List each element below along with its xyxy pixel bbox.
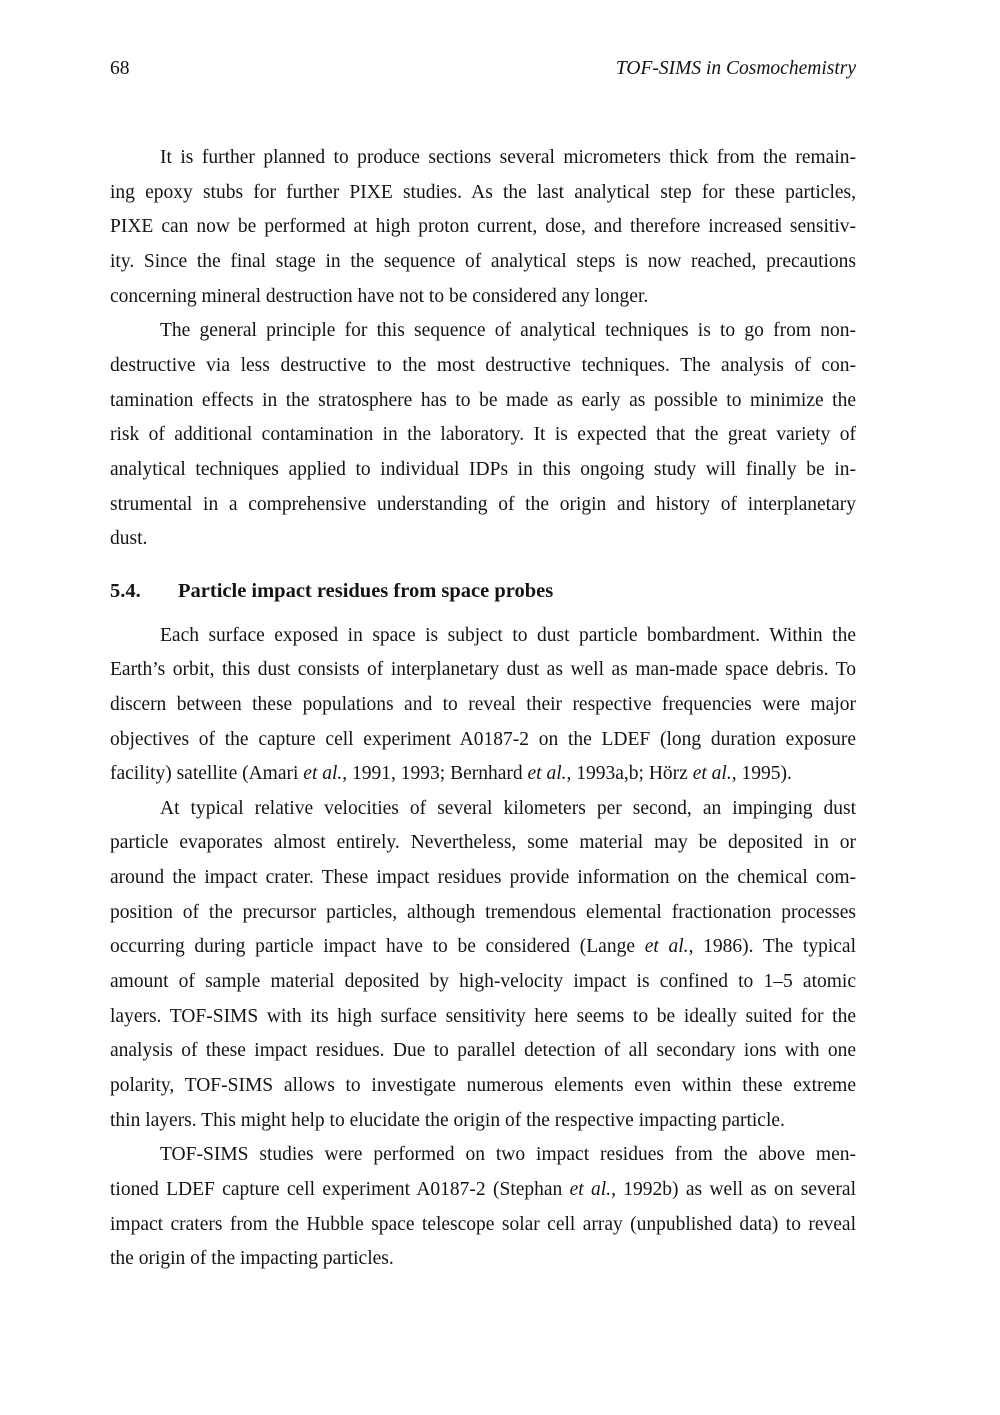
paragraph <box>110 619 856 792</box>
page-body <box>110 141 856 1277</box>
text-line: facility) satellite (Amari et al., 1991, 1993; Bernhard et al., 1993a,b; Hörz et al., 1995). <box>110 763 792 785</box>
text-line: position of the precursor particles, although tremendous elemental fractionation processes <box>110 901 856 923</box>
paragraph <box>110 314 856 557</box>
text-line: concerning mineral destruction have not to be considered any longer. <box>110 285 649 307</box>
section-number: 5.4. <box>110 579 141 602</box>
text-line: objectives of the capture cell experiment A0187-2 on the LDEF (long duration exposure <box>110 728 856 750</box>
section-heading <box>110 574 856 609</box>
text-line: polarity, TOF-SIMS allows to investigate numerous elements even within these extreme <box>110 1075 856 1097</box>
text-line: PIXE can now be performed at high proton current, dose, and therefore increased sensitiv- <box>110 216 856 238</box>
running-header <box>110 57 856 81</box>
page-number: 68 <box>110 58 130 79</box>
text-line: occurring during particle impact have to be considered (Lange et al., 1986). The typical <box>110 936 856 958</box>
text-line: amount of sample material deposited by high-velocity impact is confined to 1–5 atomic <box>110 971 856 993</box>
text-line: TOF-SIMS studies were performed on two impact residues from the above men- <box>160 1144 856 1166</box>
text-line: particle evaporates almost entirely. Nevertheless, some material may be deposited in or <box>110 832 856 854</box>
paragraph <box>110 792 856 1139</box>
text-line: analytical techniques applied to individual IDPs in this ongoing study will finally be in- <box>110 458 856 480</box>
text-line: Earth’s orbit, this dust consists of interplanetary dust as well as man-made space debris. To <box>110 659 856 681</box>
section-title: Particle impact residues from space probes <box>178 579 554 602</box>
text-line: dust. <box>110 528 148 550</box>
text-line: ity. Since the final stage in the sequence of analytical steps is now reached, precautions <box>110 250 856 272</box>
text-line: discern between these populations and to reveal their respective frequencies were major <box>110 693 856 715</box>
text-line: the origin of the impacting particles. <box>110 1248 394 1270</box>
text-line: destructive via less destructive to the most destructive techniques. The analysis of con- <box>110 354 856 376</box>
text-line: At typical relative velocities of several kilometers per second, an impinging dust <box>160 797 856 819</box>
paragraph <box>110 1138 856 1277</box>
paragraph <box>110 141 856 314</box>
text-line: Each surface exposed in space is subject to dust particle bombardment. Within the <box>160 624 856 646</box>
text-line: It is further planned to produce sections several micrometers thick from the remain- <box>160 147 856 168</box>
text-line: strumental in a comprehensive understanding of the origin and history of interplanetary <box>110 493 856 515</box>
running-title: TOF-SIMS in Cosmochemistry <box>615 58 856 79</box>
text-line: thin layers. This might help to elucidate the origin of the respective impacting particle. <box>110 1109 785 1131</box>
text-line: impact craters from the Hubble space telescope solar cell array (unpublished data) to reveal <box>110 1213 856 1235</box>
text-line: analysis of these impact residues. Due to parallel detection of all secondary ions with one <box>110 1040 856 1062</box>
text-line: tioned LDEF capture cell experiment A0187-2 (Stephan et al., 1992b) as well as on several <box>110 1179 856 1201</box>
text-line: around the impact crater. These impact residues provide information on the chemical com- <box>110 867 856 889</box>
text-line: layers. TOF-SIMS with its high surface sensitivity here seems to be ideally suited for the <box>110 1005 856 1027</box>
text-line: The general principle for this sequence of analytical techniques is to go from non- <box>160 320 856 342</box>
text-line: risk of additional contamination in the laboratory. It is expected that the great variety of <box>110 424 856 446</box>
text-line: ing epoxy stubs for further PIXE studies. As the last analytical step for these particles, <box>110 181 856 203</box>
text-line: tamination effects in the stratosphere has to be made as early as possible to minimize the <box>110 389 856 411</box>
